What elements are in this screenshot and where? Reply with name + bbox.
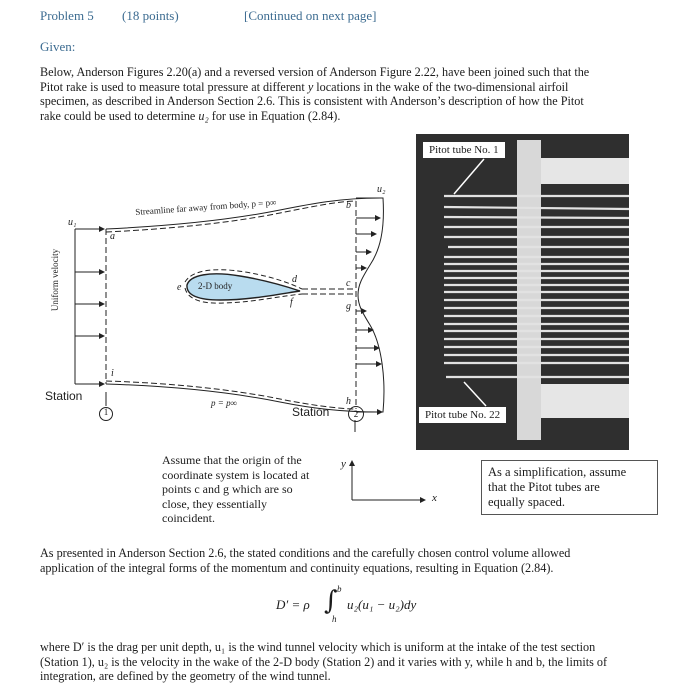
drag-equation — [276, 586, 436, 626]
pitot-rake-photo — [416, 134, 629, 450]
upper-limit: b — [337, 584, 342, 594]
intro-paragraph — [40, 65, 660, 123]
intro-line: Pitot rake is used to measure total pressure at different y locations in the wake of the two-dimensional airfoil — [40, 79, 569, 94]
intro-line: Below, Anderson Figures 2.20(a) and a reversed version of Anderson Figure 2.22, have been joined such that the — [40, 65, 590, 79]
point-c: c — [346, 278, 351, 289]
freestream-pressure-label: p = p∞ — [211, 398, 237, 408]
body-label: 2-D body — [198, 281, 233, 291]
intro-line: specimen, as described in Anderson Section 2.6. This is consistent with Anderson’s description of how the Pitot — [40, 94, 584, 108]
equation-integrand: u₂(u₁ − u₂)dy — [347, 597, 417, 612]
station-1-label: Station — [45, 389, 83, 403]
pitot-rake-image — [416, 134, 629, 450]
y-axis-label: y — [341, 458, 346, 470]
coordinate-axes — [340, 458, 450, 508]
point-g: g — [346, 301, 351, 312]
continued-note: [Continued on next page] — [244, 8, 377, 23]
streamline-label: Streamline far away from body, p = p∞ — [135, 197, 277, 217]
definitions-paragraph: where D′ is the drag per unit depth, u₁ is the wind tunnel velocity which is uniform at the intake of the test section (Station 1), u₂ is the velocity in the wake of the 2-D body (Station 2) and it varies with y, while h and b, the limits of integration, are defined by the geometry of the wind tunnel. — [40, 640, 608, 683]
station-2-label: Station — [292, 405, 330, 419]
pitot-tube-22-callout: Pitot tube No. 22 — [419, 407, 506, 423]
station-2-number: 2 — [348, 406, 364, 422]
u1-label: u₁ — [68, 217, 77, 228]
origin-note: Assume that the origin of the coordinate system is located at points c and g which are so close, they essentially coincident. — [162, 453, 310, 525]
intro-line: rake could be used to determine u₂ for use in Equation (2.84). — [40, 108, 341, 123]
point-d: d — [292, 274, 297, 285]
equation-lhs: D′ = ρ — [276, 597, 310, 612]
u2-label: u₂ — [377, 184, 386, 195]
point-b: b — [346, 200, 351, 211]
integral-sign: ∫ — [324, 586, 338, 616]
pitot-tube-1-callout: Pitot tube No. 1 — [423, 142, 505, 158]
station-1-number: 1 — [103, 407, 109, 417]
point-e: e — [177, 282, 182, 293]
point-h: h — [346, 396, 351, 407]
lower-limit: h — [332, 614, 337, 624]
problem-points: (18 points) — [122, 8, 179, 23]
point-i: i — [111, 368, 114, 379]
uniform-velocity-label: Uniform velocity — [50, 248, 60, 312]
point-f: f — [290, 297, 293, 308]
given-label: Given: — [40, 39, 76, 54]
x-axis-label: x — [432, 492, 437, 504]
control-volume-diagram — [40, 170, 415, 440]
point-a: a — [110, 231, 115, 242]
problem-number: Problem 5 — [40, 8, 94, 23]
simplification-note: As a simplification, assume that the Pitot tubes are equally spaced. — [481, 460, 658, 515]
momentum-paragraph: As presented in Anderson Section 2.6, the stated conditions and the carefully chosen control volume allowed application of the integral forms of the momentum and continuity equations, resulting in Equation (2.84). — [40, 546, 571, 575]
